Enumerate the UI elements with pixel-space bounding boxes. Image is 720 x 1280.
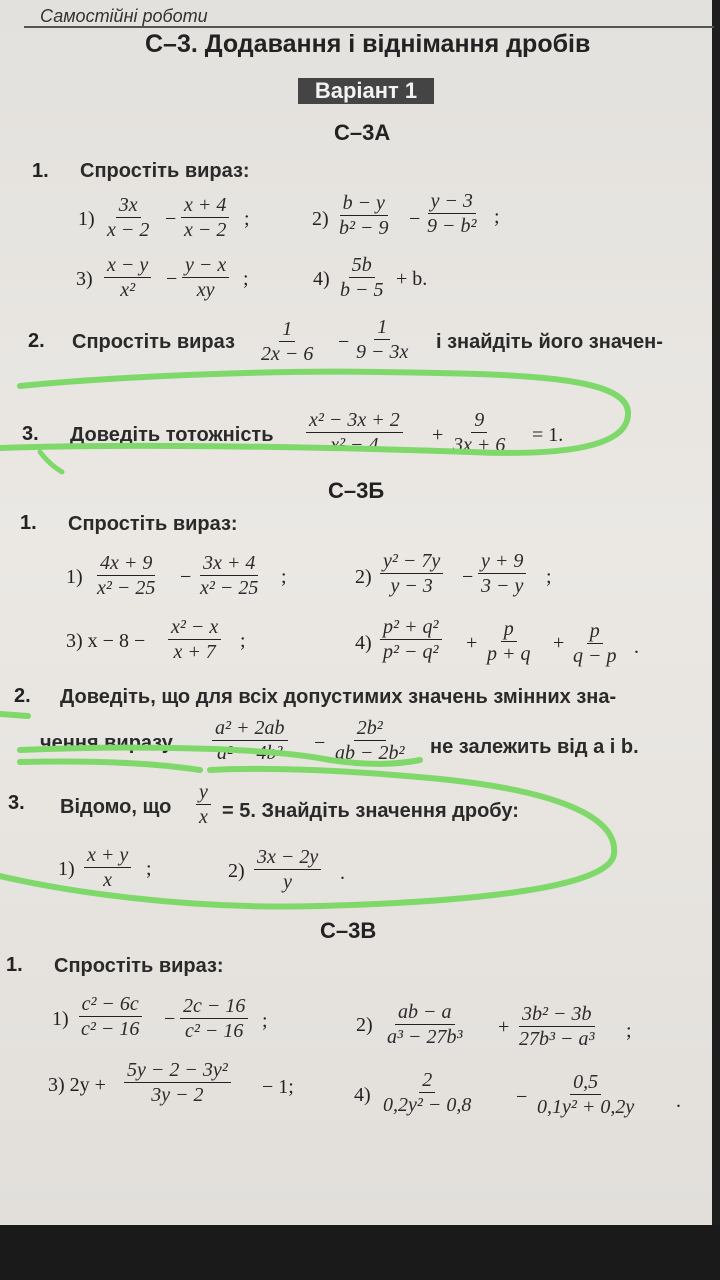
numerator: x + 4 [181, 193, 229, 218]
denominator: q − p [573, 645, 617, 667]
denominator: ab − 2b² [335, 742, 405, 764]
fraction [180, 994, 248, 1043]
numerator: 3x [116, 193, 141, 218]
punctuation: . [676, 1090, 681, 1112]
operator: + [466, 632, 478, 654]
punctuation: . [634, 636, 639, 658]
denominator: x [103, 869, 113, 891]
fraction [78, 992, 142, 1041]
task-text-tail: = 5. Знайдіть значення дробу: [222, 800, 519, 822]
task-text-tail: і знайдіть його значен- [436, 331, 663, 353]
numerator: x² − 3x + 2 [306, 408, 403, 433]
fraction [534, 1070, 637, 1119]
denominator: y [283, 871, 293, 893]
item-label: 2) [228, 860, 245, 882]
fraction [182, 253, 229, 302]
item-label: 2) [356, 1014, 373, 1036]
task-number: 3. [22, 423, 39, 445]
item-label: 2) [355, 566, 372, 588]
fraction [336, 191, 392, 240]
denominator: x [199, 806, 208, 828]
fraction [258, 317, 316, 366]
fraction [380, 1068, 474, 1117]
denominator: y − 3 [390, 575, 433, 597]
item-label: 4) [354, 1084, 371, 1106]
numerator: 2c − 16 [180, 994, 248, 1019]
punctuation: + b. [396, 268, 428, 290]
task-text: Спростіть вираз: [54, 955, 224, 977]
punctuation: ; [546, 566, 552, 588]
task-text: Доведіть тотожність [70, 424, 274, 446]
denominator: 9 − b² [427, 215, 477, 237]
item-label: 4) [355, 632, 372, 654]
punctuation: ; [244, 208, 250, 230]
fraction [196, 780, 211, 829]
operator: − [338, 331, 350, 353]
denominator: a³ − 27b³ [387, 1026, 463, 1048]
numerator: 2 [419, 1068, 435, 1093]
numerator: y [196, 780, 211, 805]
numerator: 2b² [354, 716, 386, 741]
fraction [353, 315, 411, 364]
denominator: 9 − 3x [356, 341, 409, 363]
denominator: p² − q² [383, 641, 439, 663]
fraction [424, 189, 480, 238]
numerator: x² − x [168, 615, 221, 640]
denominator: x − 2 [184, 219, 227, 241]
numerator: c² − 6c [79, 992, 142, 1017]
operator: − [462, 566, 474, 588]
equation-result: = 1. [532, 424, 564, 446]
numerator: y − x [182, 253, 229, 278]
punctuation: . [340, 862, 345, 884]
header-rule [24, 26, 714, 28]
numerator: b − y [340, 191, 388, 216]
numerator: y² − 7y [380, 549, 443, 574]
numerator: y + 9 [478, 549, 526, 574]
task-text-line2: чення виразу [40, 732, 173, 754]
fraction [380, 615, 442, 664]
task-text: Спростіть вираз [72, 331, 235, 353]
task-number: 1. [20, 512, 37, 534]
numerator: 5b [349, 253, 375, 278]
fraction [124, 1058, 231, 1107]
fraction [168, 615, 221, 664]
numerator: 1 [279, 317, 295, 342]
numerator: 3x + 4 [200, 551, 258, 576]
operator: + [432, 424, 444, 446]
punctuation: − 1; [262, 1076, 294, 1098]
item-label: 3) [76, 268, 93, 290]
operator: − [409, 208, 421, 230]
operator: − [516, 1086, 528, 1108]
denominator: x² − 25 [97, 577, 156, 599]
denominator: c² − 16 [185, 1020, 244, 1042]
punctuation: ; [146, 858, 152, 880]
section-label-c: С–3В [320, 918, 377, 943]
numerator: 4x + 9 [97, 551, 155, 576]
operator: − [164, 1008, 176, 1030]
punctuation: ; [243, 268, 249, 290]
task-number: 1. [32, 160, 49, 182]
punctuation: ; [262, 1010, 268, 1032]
fraction [104, 193, 152, 242]
denominator: x² [120, 279, 136, 301]
numerator: p² + q² [380, 615, 442, 640]
denominator: p + q [487, 643, 531, 665]
task-number: 2. [28, 330, 45, 352]
item-label: 1) [52, 1008, 69, 1030]
fraction [94, 551, 158, 600]
variant-banner: Варіант 1 [298, 78, 434, 104]
fraction [380, 549, 443, 598]
denominator: 27b³ − a³ [519, 1028, 595, 1050]
task-text: Спростіть вираз: [80, 160, 250, 182]
numerator: y − 3 [428, 189, 476, 214]
running-head: Самостійні роботи [40, 6, 208, 26]
numerator: ab − a [395, 1000, 455, 1025]
fraction [516, 1002, 598, 1051]
denominator: x − 2 [107, 219, 150, 241]
background-strip [0, 1225, 720, 1280]
denominator: 3x + 6 [453, 434, 506, 456]
item-label: 4) [313, 268, 330, 290]
numerator: 9 [471, 408, 487, 433]
denominator: x² − 25 [200, 577, 259, 599]
task-text-tail: не залежить від a і b. [430, 736, 639, 758]
task-number: 1. [6, 954, 23, 976]
punctuation: ; [240, 630, 246, 652]
numerator: 3x − 2y [254, 845, 321, 870]
fraction [384, 1000, 466, 1049]
fraction [484, 617, 534, 666]
fraction [197, 551, 261, 600]
denominator: 3 − y [481, 575, 524, 597]
operator: − [180, 566, 192, 588]
item-label: 1) [66, 566, 83, 588]
item-label: 3) 2y + [48, 1074, 106, 1096]
operator: + [498, 1016, 510, 1038]
item-label: 1) [58, 858, 75, 880]
operator: − [166, 268, 178, 290]
operator: + [553, 632, 565, 654]
operator: − [314, 732, 326, 754]
denominator: 3y − 2 [151, 1084, 204, 1106]
fraction [181, 193, 229, 242]
task-text: Спростіть вираз: [68, 513, 238, 535]
task-text: Доведіть, що для всіх допустимих значень змінних зна- [60, 686, 617, 708]
section-label-a: С–3А [334, 120, 391, 145]
numerator: a² + 2ab [212, 716, 288, 741]
denominator: 0,2y² − 0,8 [383, 1094, 472, 1116]
numerator: x + y [84, 843, 131, 868]
denominator: c² − 16 [81, 1018, 140, 1040]
fraction [212, 716, 288, 765]
punctuation: ; [626, 1020, 632, 1042]
fraction [104, 253, 151, 302]
denominator: x + 7 [173, 641, 216, 663]
fraction [478, 549, 526, 598]
numerator: 3b² − 3b [519, 1002, 595, 1027]
task-text: Відомо, що [60, 796, 172, 818]
denominator: b² − 9 [339, 217, 389, 239]
item-label: 3) x − 8 − [66, 630, 146, 652]
fraction [254, 845, 321, 894]
fraction [306, 408, 403, 457]
task-number: 3. [8, 792, 25, 814]
operator: − [165, 208, 177, 230]
numerator: x − y [104, 253, 151, 278]
denominator: x² − 4 [330, 434, 379, 456]
denominator: xy [196, 279, 215, 301]
numerator: p [587, 619, 603, 644]
fraction [337, 253, 387, 302]
fraction [450, 408, 508, 457]
item-label: 1) [78, 208, 95, 230]
denominator: a² − 4b² [217, 742, 283, 764]
numerator: 0,5 [570, 1070, 601, 1095]
item-label: 2) [312, 208, 329, 230]
page-title: С–3. Додавання і віднімання дробів [145, 30, 591, 58]
section-label-b: С–3Б [328, 478, 385, 503]
denominator: 2x − 6 [261, 343, 314, 365]
denominator: 0,1y² + 0,2y [537, 1096, 635, 1118]
fraction [84, 843, 131, 892]
fraction [332, 716, 408, 765]
task-number: 2. [14, 685, 31, 707]
numerator: 5y − 2 − 3y² [124, 1058, 231, 1083]
fraction [570, 619, 620, 668]
numerator: 1 [374, 315, 390, 340]
denominator: b − 5 [340, 279, 384, 301]
punctuation: ; [494, 206, 500, 228]
numerator: p [501, 617, 517, 642]
punctuation: ; [281, 566, 287, 588]
